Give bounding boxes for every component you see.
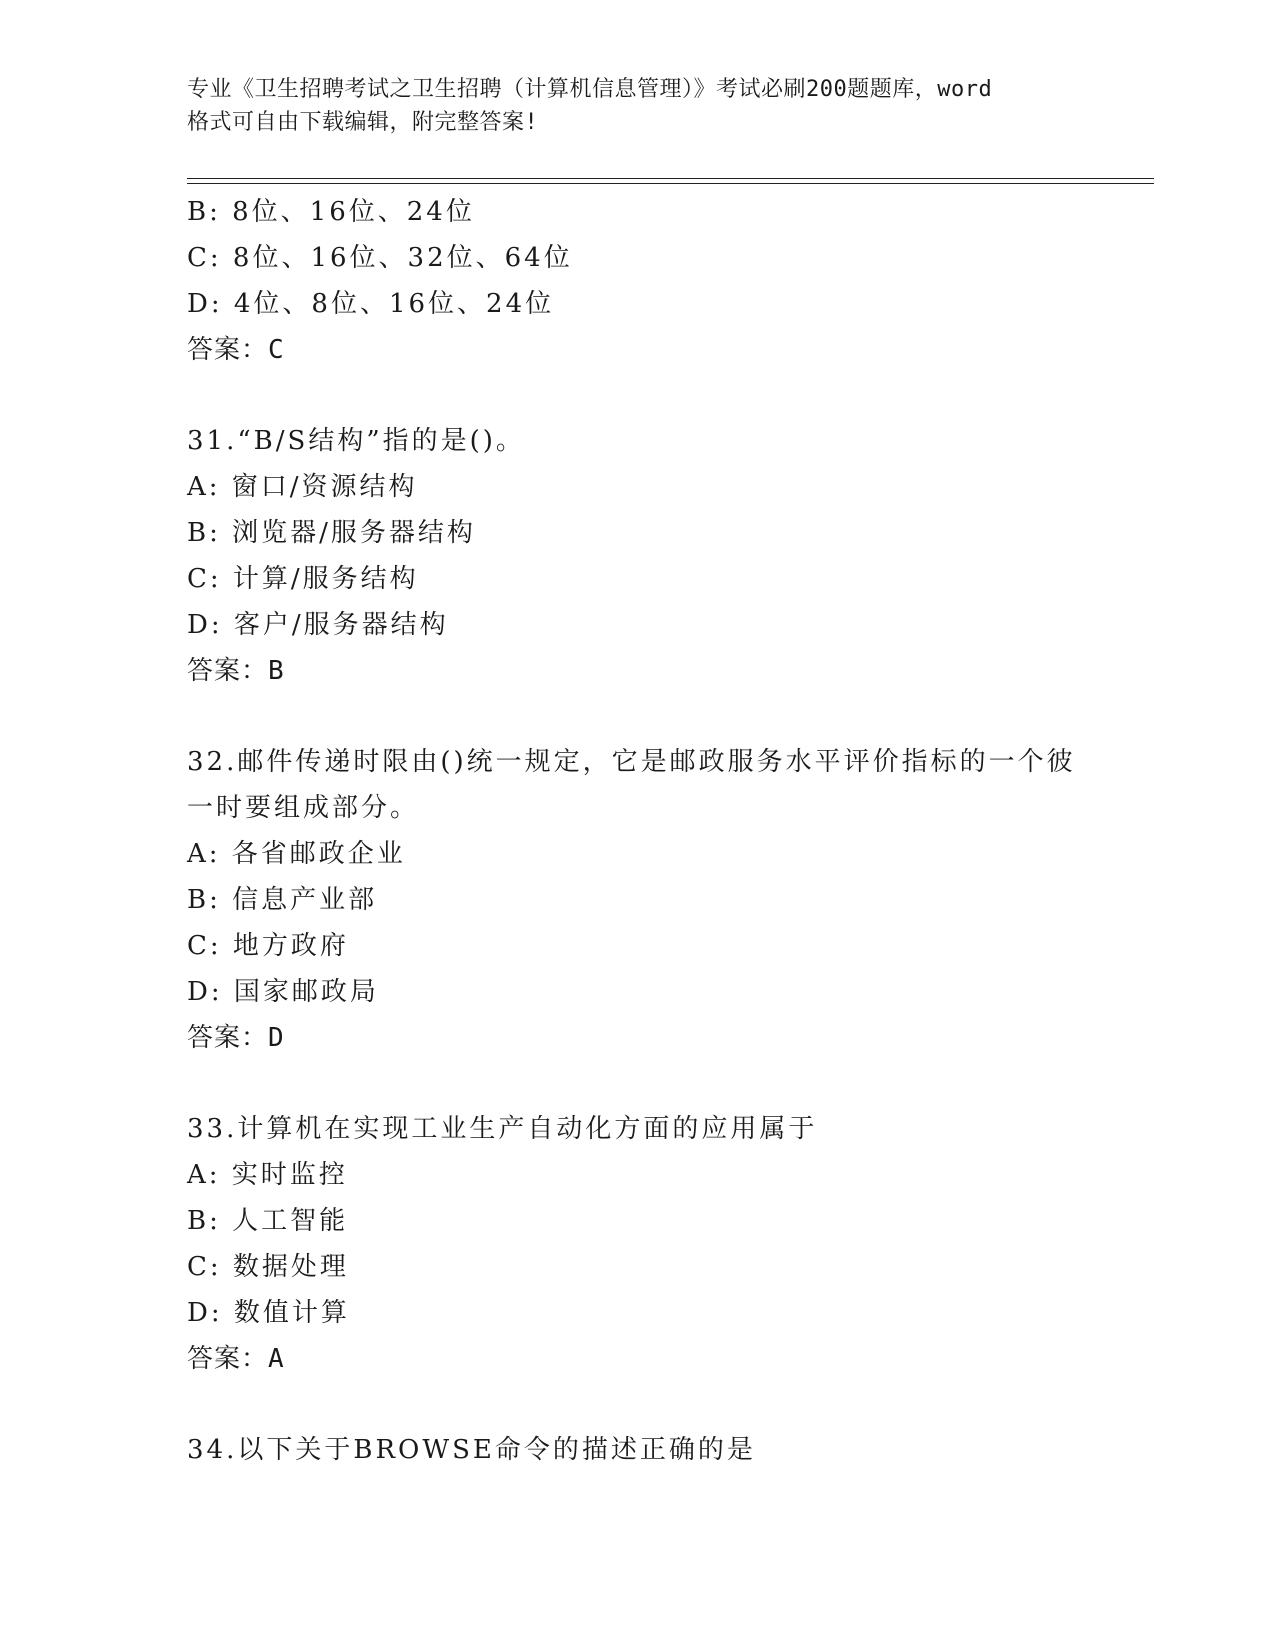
question-text: 34.以下关于BROWSE命令的描述正确的是 [187,1435,756,1465]
option-a: A: 各省邮政企业 [187,839,406,869]
option-c: C: 数据处理 [187,1252,349,1282]
header-divider-top [187,178,1154,179]
header-divider-bottom [187,183,1154,184]
question-text: 31.“B/S结构”指的是()。 [187,426,525,456]
option-c: C: 8位、16位、32位、64位 [187,243,573,273]
question-block-30 [187,189,1087,373]
option-c: C: 计算/服务结构 [187,564,419,594]
question-text: 33.计算机在实现工业生产自动化方面的应用属于 [187,1114,818,1144]
document-header [187,73,1087,139]
option-b: B: 人工智能 [187,1206,349,1236]
question-block-33 [187,1106,1087,1382]
question-block-34 [187,1427,1087,1473]
option-b: B: 8位、16位、24位 [187,197,475,227]
question-text-line-2: 一时要组成部分。 [187,793,420,823]
answer-text: 答案：C [187,335,285,365]
question-text-line-1: 32.邮件传递时限由()统一规定，它是邮政服务水平评价指标的一个彼 [187,747,1076,777]
question-spacer [187,694,1087,739]
question-block-31 [187,418,1087,694]
option-c: C: 地方政府 [187,931,349,961]
option-b: B: 浏览器/服务器结构 [187,518,476,548]
option-d: D: 国家邮政局 [187,977,379,1007]
header-title-line-2: 格式可自由下载编辑，附完整答案! [187,110,539,135]
option-b: B: 信息产业部 [187,885,378,915]
option-d: D: 客户/服务器结构 [187,610,449,640]
question-spacer [187,1061,1087,1106]
question-list [187,189,1087,1473]
answer-text: 答案：B [187,656,285,686]
question-spacer [187,373,1087,418]
answer-text: 答案：A [187,1344,285,1374]
option-d: D: 数值计算 [187,1298,350,1328]
header-title-line-1: 专业《卫生招聘考试之卫生招聘（计算机信息管理）》考试必刷200题题库，word [187,77,993,102]
option-a: A: 实时监控 [187,1160,348,1190]
question-block-32 [187,739,1087,1061]
answer-text: 答案：D [187,1023,285,1053]
question-spacer [187,1382,1087,1427]
option-d: D: 4位、8位、16位、24位 [187,289,555,319]
option-a: A: 窗口/资源结构 [187,472,418,502]
